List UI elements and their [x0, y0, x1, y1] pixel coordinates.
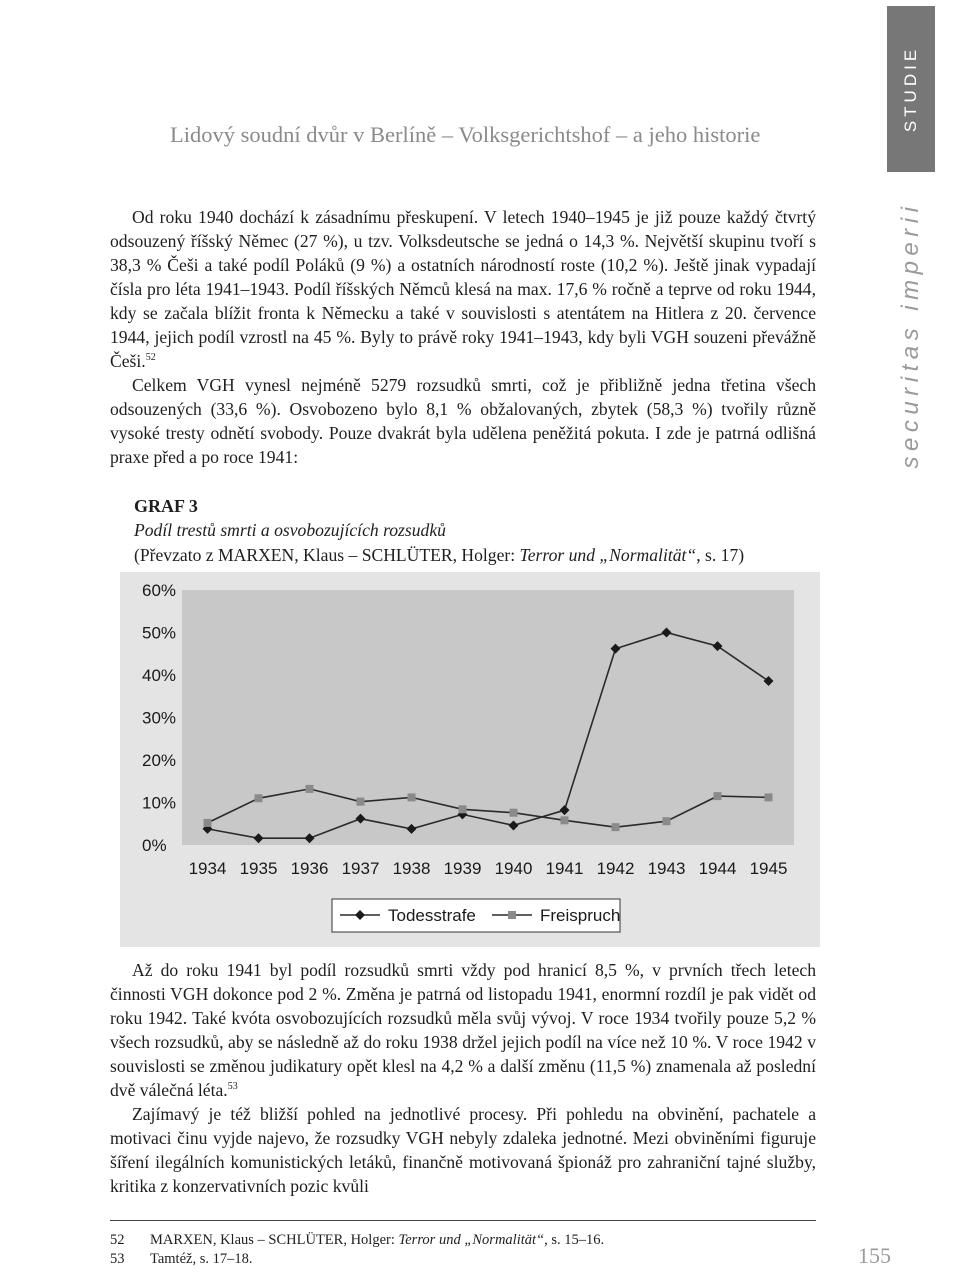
- data-point-freispruch: [255, 794, 263, 802]
- figure-subtitle: Podíl trestů smrti a osvobozujících rozsudků: [134, 520, 446, 540]
- data-point-freispruch: [510, 809, 518, 817]
- data-point-freispruch: [765, 793, 773, 801]
- x-tick-label: 1944: [698, 859, 737, 878]
- data-point-freispruch: [714, 792, 722, 800]
- y-tick-label: 40%: [142, 666, 177, 685]
- body-text-top: [110, 205, 816, 469]
- y-tick-label: 60%: [142, 581, 177, 600]
- footnotes: [110, 1220, 816, 1269]
- x-tick-label: 1945: [749, 859, 788, 878]
- footnote-number: 53: [110, 1251, 125, 1267]
- x-tick-label: 1943: [647, 859, 686, 878]
- data-point-freispruch: [408, 793, 416, 801]
- plot-area: [182, 590, 794, 845]
- paragraph: [110, 205, 816, 373]
- paragraph-text: Zajímavý je též bližší pohled na jednotlivé procesy. Při pohledu na obvinění, pachatele a motivaci činu vyjde najevo, že rozsudky VGH nebyly zdaleka jednotné. Mezi obviněními figuruje šíření ilegálních komunistických letáků, finančně motivovaná špionáž pro zahraniční tajné služby, kritika z konzervativních pozic kvůli: [110, 1104, 816, 1196]
- footnote-number: 52: [110, 1232, 125, 1248]
- footnote-ref: 53: [227, 1081, 238, 1093]
- paragraph-text: Až do roku 1941 byl podíl rozsudků smrti vždy pod hranicí 8,5 %, v prvních třech letech činnosti VGH dokonce pod 2 %. Změna je patrná od listopadu 1941, enormní rozdíl je pak vidět od roku 1942. Také kvóta osvobozujících rozsudků měla svůj vývoj. V roce 1934 tvořily pouze 5,2 % všech rozsudků, aby se následně až do roku 1938 držel jejich podíl na více než 10 %. V roce 1942 v souvislosti se změnou judikatury opět klesl na 4,2 % a další změnu (11,5 %) znamenala až poslední dvě válečná léta.: [110, 960, 816, 1100]
- figure-source-work: Terror und „Normalität“: [519, 545, 697, 565]
- legend-label: Todesstrafe: [388, 906, 476, 925]
- line-chart: [120, 572, 820, 947]
- data-point-freispruch: [663, 817, 671, 825]
- legend-marker-freispruch: [508, 911, 516, 919]
- y-tick-label: 30%: [142, 708, 177, 728]
- figure-source-text: (Převzato z MARXEN, Klaus – SCHLÜTER, Holger:: [134, 545, 520, 565]
- journal-side-title: securitas imperii: [897, 201, 924, 469]
- running-head: Lidový soudní dvůr v Berlíně – Volksgerichtshof – a jeho historie: [170, 122, 761, 147]
- x-tick-label: 1941: [545, 859, 584, 878]
- x-tick-label: 1939: [443, 859, 482, 878]
- figure-source: [134, 545, 744, 566]
- x-tick-label: 1934: [188, 859, 227, 878]
- y-tick-label: 0%: [142, 836, 167, 855]
- section-tab: [887, 6, 935, 172]
- paragraph: [110, 1102, 816, 1198]
- body-text-bottom: [110, 958, 816, 1198]
- footnote: [110, 1231, 816, 1250]
- footnote-ref: 52: [145, 352, 156, 364]
- paragraph: [110, 958, 816, 1102]
- paragraph: [110, 373, 816, 469]
- section-tab-label: STUDIE: [901, 45, 920, 133]
- y-tick-label: 50%: [142, 623, 177, 643]
- paragraph-text: Celkem VGH vynesl nejméně 5279 rozsudků smrti, což je přibližně jedna třetina všech odsouzených (33,6 %). Osvobozeno bylo 8,1 % obžalovaných, zbytek (58,3 %) tvořily různě vysoké tresty odnětí svobody. Pouze dvakrát byla udělena peněžitá pokuta. I zde je patrná odlišná praxe před a po roce 1941:: [110, 375, 816, 467]
- data-point-freispruch: [459, 805, 467, 813]
- paragraph-text: Od roku 1940 dochází k zásadnímu přeskupení. V letech 1940–1945 je již pouze každý čtvrtý odsouzený říšský Němec (27 %), u tzv. Volksdeutsche se jedná o 14,3 %. Největší skupinu tvoří s 38,3 % Češi a také podíl Poláků (9 %) a ostatních národností roste (10,2 %). Ještě jinak vypadají čísla pro léta 1941–1943. Podíl říšských Němců klesá na max. 17,6 % ročně a teprve od roku 1944, kdy se začala blížit fronta k Německu a také v souvislosti s atentátem na Hitlera z 20. července 1944, jejich podíl vzrostl na 45 %. Byly to právě roky 1941–1943, kdy byli VGH souzeni převážně Češi.: [110, 207, 816, 371]
- figure-source-pages: , s. 17): [696, 545, 745, 565]
- y-tick-label: 20%: [142, 751, 177, 770]
- footnote-text: MARXEN, Klaus – SCHLÜTER, Holger: Terror und „Normalität“, s. 15–16.: [150, 1232, 605, 1248]
- data-point-freispruch: [357, 798, 365, 806]
- footnote: [110, 1250, 816, 1269]
- data-point-freispruch: [612, 823, 620, 831]
- x-tick-label: 1936: [290, 859, 329, 878]
- data-point-freispruch: [306, 785, 314, 793]
- page-number: 155: [858, 1243, 891, 1268]
- x-tick-label: 1937: [341, 859, 380, 878]
- footnote-text: Tamtéž, s. 17–18.: [150, 1251, 253, 1267]
- y-tick-label: 10%: [142, 793, 177, 813]
- x-tick-label: 1938: [392, 859, 431, 878]
- x-tick-label: 1940: [494, 859, 533, 878]
- data-point-freispruch: [561, 816, 569, 824]
- legend-label: Freispruch: [540, 906, 621, 925]
- figure-title: GRAF 3: [134, 496, 198, 516]
- x-tick-label: 1942: [596, 859, 635, 878]
- x-tick-label: 1935: [239, 859, 278, 878]
- data-point-freispruch: [204, 819, 212, 827]
